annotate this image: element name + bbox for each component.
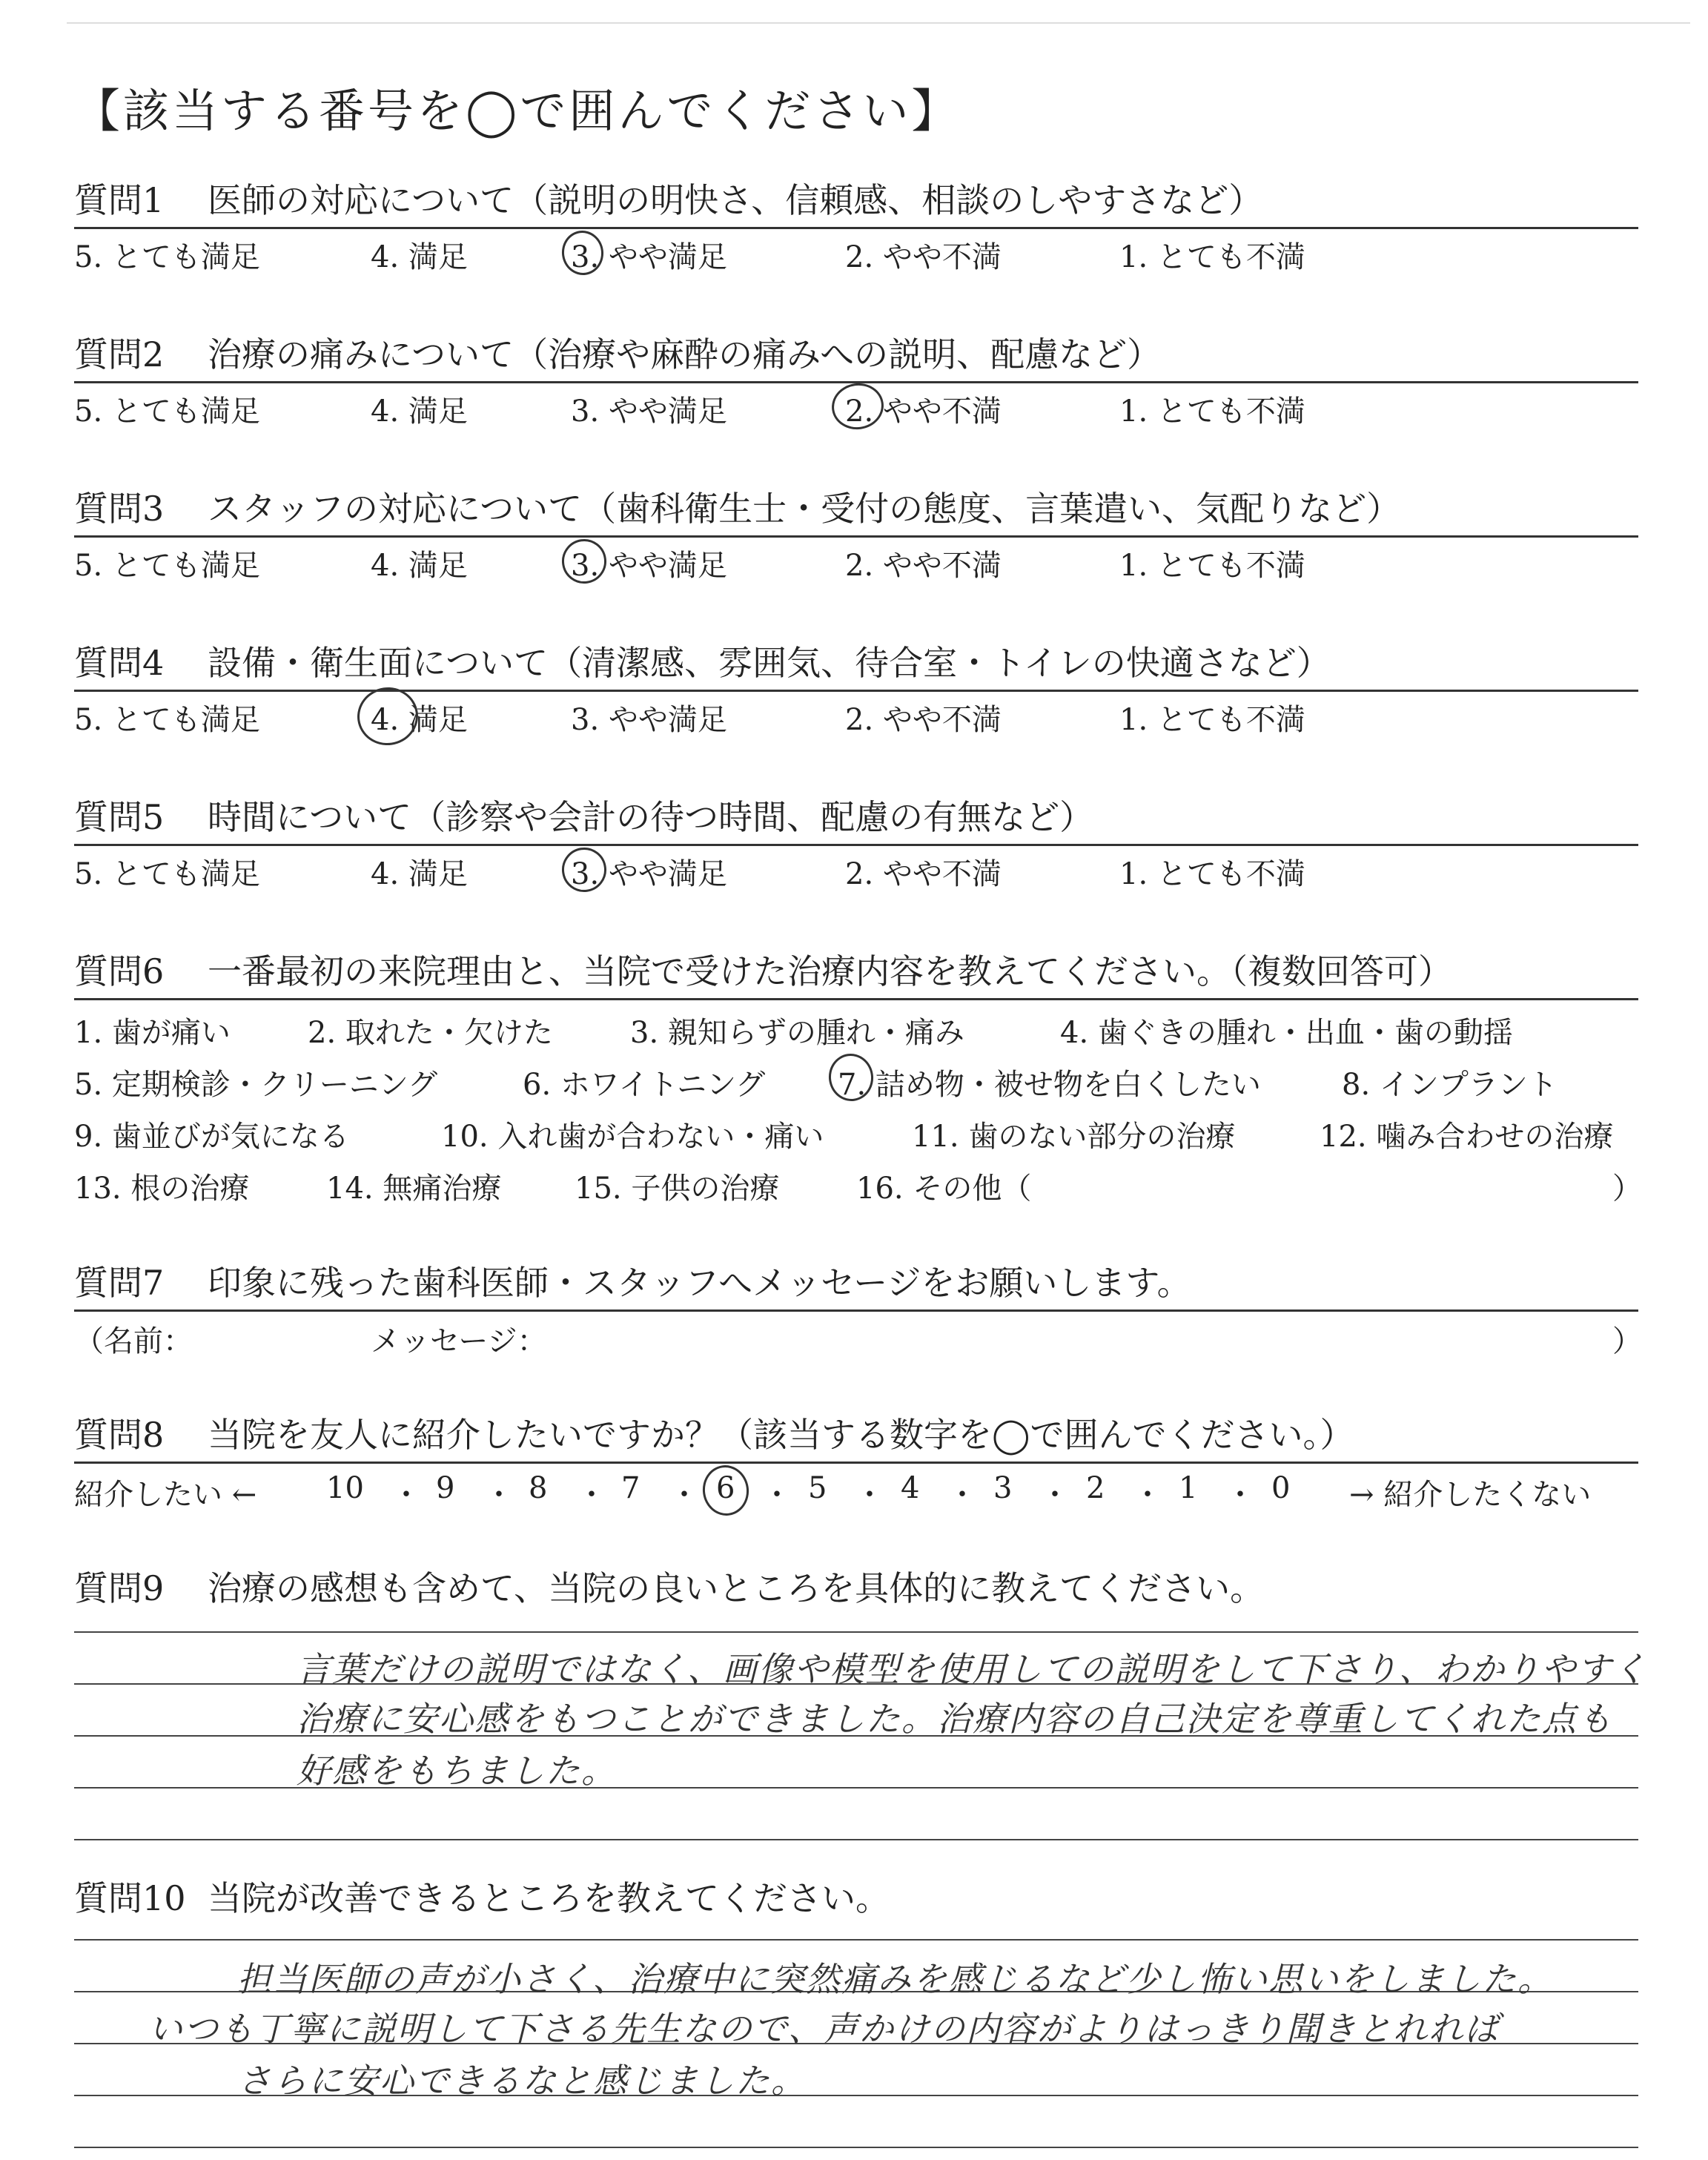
question-number: 質問6 [74,951,165,991]
option-2-selected[interactable]: 2. やや不満 [845,394,1002,429]
option-3-selected[interactable]: 3. やや満足 [571,240,727,274]
question-number: 質問2 [74,334,165,374]
option-2[interactable]: 2. やや不満 [845,703,1002,737]
scale-sep: ・ [855,1478,884,1512]
reason-option-1[interactable]: 1. 歯が痛い [74,1016,231,1050]
option-4[interactable]: 4. 満足 [371,240,468,274]
question-text: 治療の痛みについて（治療や麻酔の痛みへの説明、配慮など） [208,334,1162,374]
question-3-title [74,486,1638,538]
question-text: 一番最初の来院理由と、当院で受けた治療内容を教えてください。（複数回答可） [208,951,1452,991]
question-7 [74,1261,1642,1358]
reason-option-2[interactable]: 2. 取れた・欠けた [308,1016,553,1050]
question-number: 質問9 [74,1568,165,1608]
question-text: 印象に残った歯科医師・スタッフへメッセージをお願いします。 [208,1263,1191,1303]
reason-option-16-other[interactable]: 16. その他（ [856,1172,1032,1206]
question-6 [74,949,1642,1223]
question-4-options [74,692,1638,738]
q10-handwritten-answer-line-3: さらに安心できるなと感じました。 [237,2061,807,2101]
q10-handwritten-answer-line-1: 担当医師の声が小さく、治療中に突然痛みを感じるなど少し怖い思いをしました。 [237,1959,1554,1999]
scale-8[interactable]: 8 [529,1471,548,1505]
recommend-left-label: 紹介したい ← [74,1478,257,1512]
option-5[interactable]: 5. とても満足 [74,394,260,429]
option-3-selected[interactable]: 3. やや満足 [571,549,727,583]
question-number: 質問7 [74,1263,165,1303]
message-close-paren: ） [1612,1324,1642,1358]
answer-line [74,1631,1638,1633]
option-2[interactable]: 2. やや不満 [845,549,1002,583]
scale-sep: ・ [577,1478,606,1512]
question-text: 設備・衛生面について（清潔感、雰囲気、待合室・トイレの快適さなど） [208,643,1331,683]
question-5-options [74,846,1638,892]
question-1-options [74,229,1638,275]
question-text: 医師の対応について（説明の明快さ、信頼感、相談のしやすさなど） [208,180,1263,220]
name-label: （名前： [74,1324,193,1358]
reason-option-14[interactable]: 14. 無痛治療 [326,1172,502,1206]
q9-handwritten-answer-line-1: 言葉だけの説明ではなく、画像や模型を使用しての説明をして下さり、わかりやすく [297,1649,1649,1689]
message-label: メッセージ： [371,1324,547,1358]
option-5[interactable]: 5. とても満足 [74,549,260,583]
option-1[interactable]: 1. とても不満 [1119,549,1305,583]
reason-option-8[interactable]: 8. インプラント [1342,1068,1558,1102]
question-8 [74,1413,1638,1511]
scale-5[interactable]: 5 [808,1471,827,1505]
reason-option-3[interactable]: 3. 親知らずの腫れ・痛み [630,1016,964,1050]
question-number: 質問10 [74,1878,186,1918]
option-4[interactable]: 4. 満足 [371,394,468,429]
page-header: 【該当する番号を◯で囲んでください】 [74,84,961,138]
option-3[interactable]: 3. やや満足 [571,394,727,429]
message-row [74,1312,1642,1358]
question-text: スタッフの対応について（歯科衛生士・受付の態度、言葉遣い、気配りなど） [208,489,1401,529]
option-4-selected[interactable]: 4. 満足 [371,703,468,737]
question-3-options [74,538,1638,584]
option-2[interactable]: 2. やや不満 [845,857,1002,891]
scale-sep: ・ [762,1478,792,1512]
q9-handwritten-answer-line-2: 治療に安心感をもつことができました。治療内容の自己決定を尊重してくれた点も [297,1699,1613,1739]
question-text: 治療の感想も含めて、当院の良いところを具体的に教えてください。 [208,1568,1265,1608]
question-9-title [74,1566,1638,1615]
option-5[interactable]: 5. とても満足 [74,703,260,737]
question-text: 時間について（診察や会計の待つ時間、配慮の有無など） [208,797,1094,837]
question-2 [74,332,1638,429]
question-4-title [74,641,1638,692]
question-number: 質問8 [74,1415,165,1455]
recommend-scale [74,1464,1638,1511]
reason-option-4[interactable]: 4. 歯ぐきの腫れ・出血・歯の動揺 [1060,1016,1513,1050]
reason-option-10[interactable]: 10. 入れ歯が合わない・痛い [441,1120,824,1154]
question-8-title [74,1413,1638,1464]
question-number: 質問4 [74,643,165,683]
scale-6-selected[interactable]: 6 [716,1471,735,1505]
scale-sep: ・ [1040,1478,1070,1512]
question-6-options [74,1000,1642,1223]
scale-sep: ・ [947,1478,977,1512]
question-text: 当院が改善できるところを教えてください。 [208,1878,890,1918]
question-5-title [74,795,1638,846]
reason-option-7-selected[interactable]: 7. 詰め物・被せ物を白くしたい [838,1068,1261,1102]
scale-9[interactable]: 9 [436,1471,455,1505]
question-text: 当院を友人に紹介したいですか？（該当する数字を◯で囲んでください。） [208,1415,1354,1455]
scale-sep: ・ [1133,1478,1162,1512]
reason-option-12[interactable]: 12. 噛み合わせの治療 [1320,1120,1614,1154]
reason-option-6[interactable]: 6. ホワイトニング [523,1068,766,1102]
option-1[interactable]: 1. とても不満 [1119,240,1305,274]
option-2[interactable]: 2. やや不満 [845,240,1002,274]
scale-2[interactable]: 2 [1086,1471,1105,1505]
question-7-title [74,1261,1638,1312]
question-number: 質問1 [74,180,165,220]
option-1[interactable]: 1. とても不満 [1119,703,1305,737]
recommend-right-label: → 紹介したくない [1349,1478,1592,1512]
scale-0[interactable]: 0 [1271,1471,1291,1505]
question-3 [74,486,1638,584]
reason-option-11[interactable]: 11. 歯のない部分の治療 [912,1120,1236,1154]
question-2-options [74,383,1638,429]
question-9 [74,1566,1638,1615]
option-5[interactable]: 5. とても満足 [74,857,260,891]
q10-handwritten-answer-line-2: いつも丁寧に説明して下さる先生なので、声かけの内容がよりはっきり聞きとれれば [148,2009,1500,2049]
scale-4[interactable]: 4 [901,1471,920,1505]
question-1 [74,178,1638,275]
answer-line [74,2147,1638,2148]
scale-10[interactable]: 10 [326,1471,364,1505]
question-4 [74,641,1638,738]
reason-option-9[interactable]: 9. 歯並びが気になる [74,1120,349,1154]
scale-sep: ・ [484,1478,514,1512]
question-6-title [74,949,1638,1000]
question-10 [74,1876,1638,1925]
option-3-selected[interactable]: 3. やや満足 [571,857,727,891]
answer-line [74,1839,1638,1840]
question-5 [74,795,1638,892]
reason-option-15[interactable]: 15. 子供の治療 [575,1172,780,1206]
answer-line [74,1939,1638,1941]
top-border [67,22,1690,24]
option-3[interactable]: 3. やや満足 [571,703,727,737]
scale-sep: ・ [1225,1478,1255,1512]
option-5[interactable]: 5. とても満足 [74,240,260,274]
question-2-title [74,332,1638,383]
q9-handwritten-answer-line-3: 好感をもちました。 [297,1751,617,1791]
scale-sep: ・ [391,1478,421,1512]
question-10-title [74,1876,1638,1925]
question-number: 質問5 [74,797,165,837]
scale-1[interactable]: 1 [1179,1471,1198,1505]
scale-3[interactable]: 3 [993,1471,1013,1505]
option-4[interactable]: 4. 満足 [371,857,468,891]
reason-option-13[interactable]: 13. 根の治療 [74,1172,250,1206]
option-4[interactable]: 4. 満足 [371,549,468,583]
question-number: 質問3 [74,489,165,529]
other-close-paren: ） [1612,1172,1642,1206]
scale-sep: ・ [669,1478,699,1512]
question-1-title [74,178,1638,229]
scale-7[interactable]: 7 [621,1471,640,1505]
reason-option-5[interactable]: 5. 定期検診・クリーニング [74,1068,438,1102]
option-1[interactable]: 1. とても不満 [1119,857,1305,891]
option-1[interactable]: 1. とても不満 [1119,394,1305,429]
